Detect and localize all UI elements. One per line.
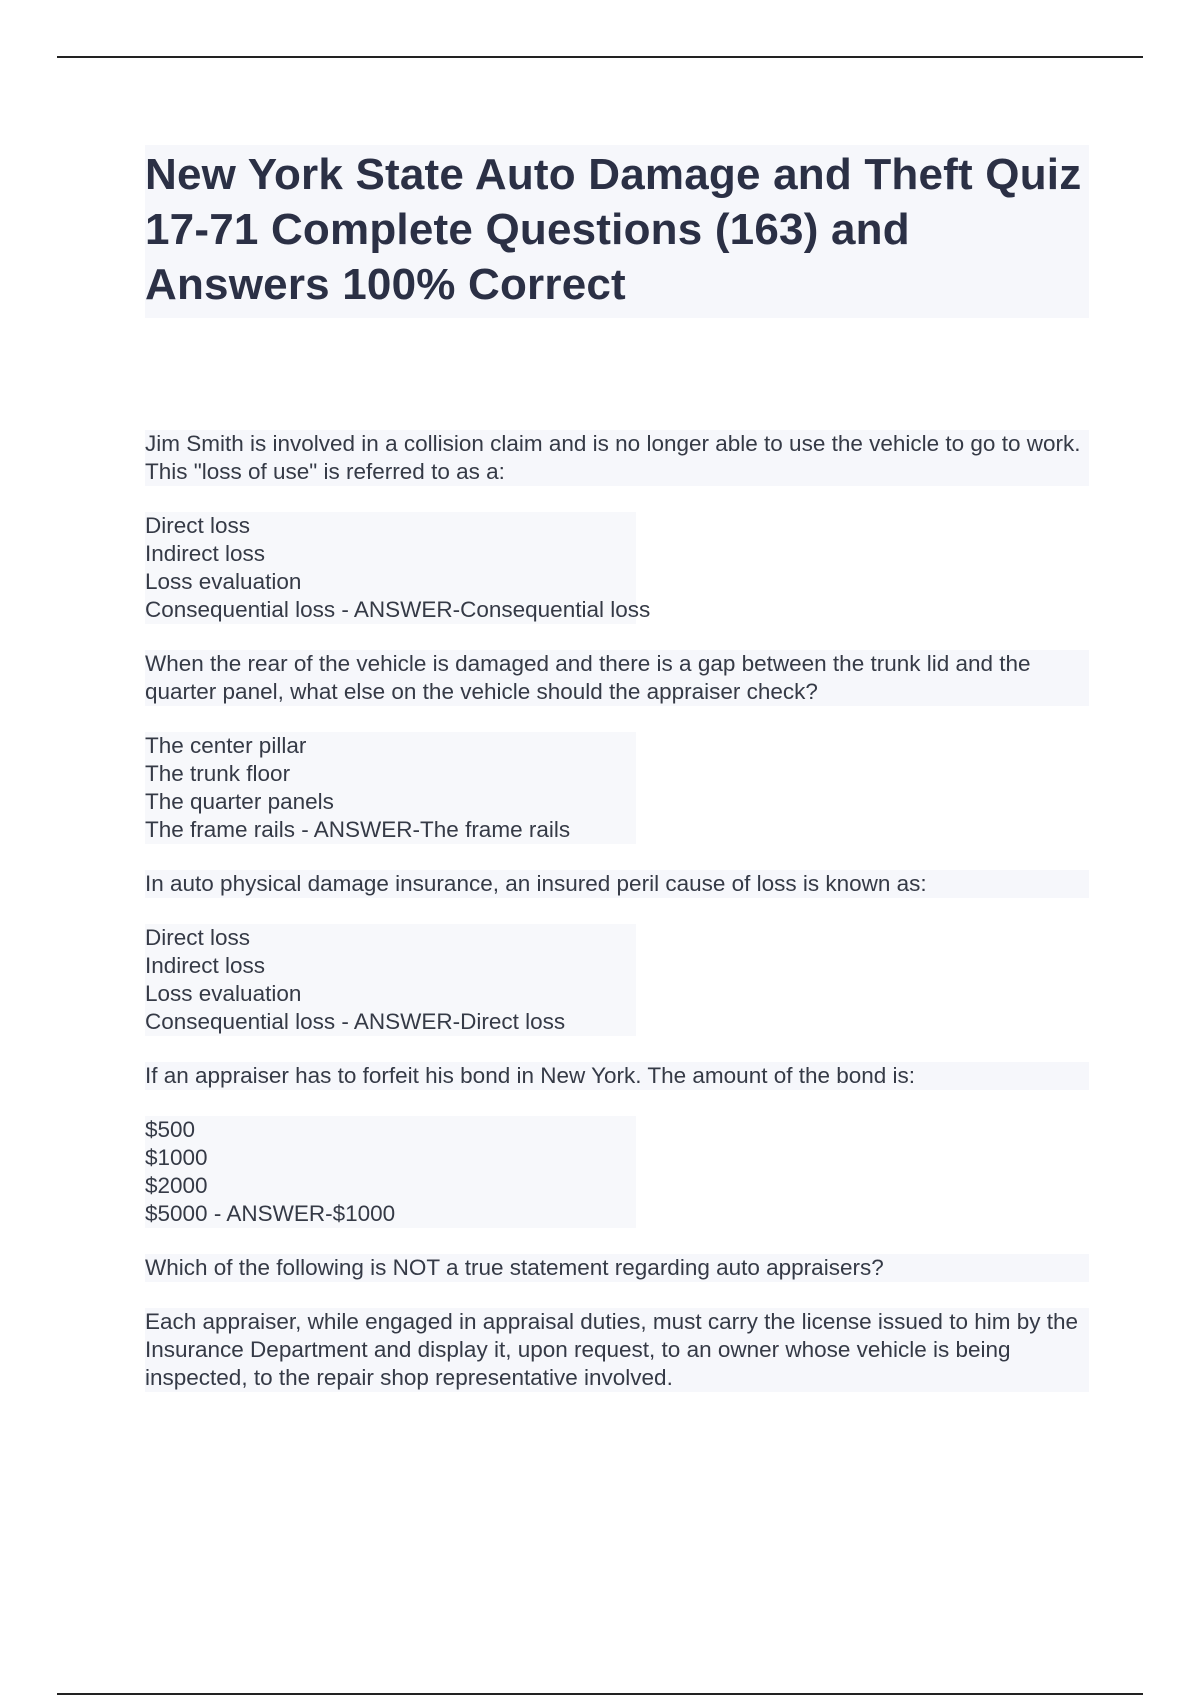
option: $500 [145, 1117, 196, 1142]
question-text: Which of the following is NOT a true statement regarding auto appraisers? [145, 1254, 1089, 1282]
option-with-answer: Consequential loss - ANSWER-Direct loss [145, 1009, 566, 1034]
question-item [145, 1062, 1089, 1228]
option-with-answer: Consequential loss - ANSWER-Consequential loss [145, 597, 651, 622]
question-text: When the rear of the vehicle is damaged and there is a gap between the trunk lid and the quarter panel, what else on the vehicle should the appraiser check? [145, 650, 1089, 706]
option: Direct loss [145, 925, 251, 950]
top-rule [57, 56, 1143, 58]
option: The trunk floor [145, 761, 291, 786]
option-with-answer: The frame rails - ANSWER-The frame rails [145, 817, 571, 842]
question-item [145, 430, 1089, 624]
option: The center pillar [145, 733, 307, 758]
option-with-answer: $5000 - ANSWER-$1000 [145, 1201, 396, 1226]
title-block [145, 145, 1089, 318]
option: Loss evaluation [145, 569, 302, 594]
question-list [145, 430, 1089, 1392]
question-text: In auto physical damage insurance, an insured peril cause of loss is known as: [145, 870, 1089, 898]
option: The quarter panels [145, 789, 334, 814]
option: Loss evaluation [145, 981, 302, 1006]
option-list [145, 732, 1089, 844]
option-list [145, 1116, 1089, 1228]
option: $1000 [145, 1145, 208, 1170]
option-list [145, 512, 1089, 624]
option-list [145, 924, 1089, 1036]
answer-statement: Each appraiser, while engaged in appraisal duties, must carry the license issued to him by the Insurance Department and display it, upon request, to an owner whose vehicle is being inspected, to the repair shop representative involved. [145, 1308, 1089, 1392]
document-title: New York State Auto Damage and Theft Quiz 17-71 Complete Questions (163) and Answers 100% Correct [145, 150, 1082, 309]
question-text: If an appraiser has to forfeit his bond in New York. The amount of the bond is: [145, 1062, 1089, 1090]
option: Indirect loss [145, 541, 266, 566]
question-text: Jim Smith is involved in a collision claim and is no longer able to use the vehicle to go to work. This "loss of use" is referred to as a: [145, 430, 1089, 486]
question-item [145, 1254, 1089, 1392]
option: Indirect loss [145, 953, 266, 978]
question-item [145, 650, 1089, 844]
option: Direct loss [145, 513, 251, 538]
option: $2000 [145, 1173, 208, 1198]
bottom-rule [57, 1693, 1143, 1695]
document-body [145, 145, 1089, 1418]
question-item [145, 870, 1089, 1036]
